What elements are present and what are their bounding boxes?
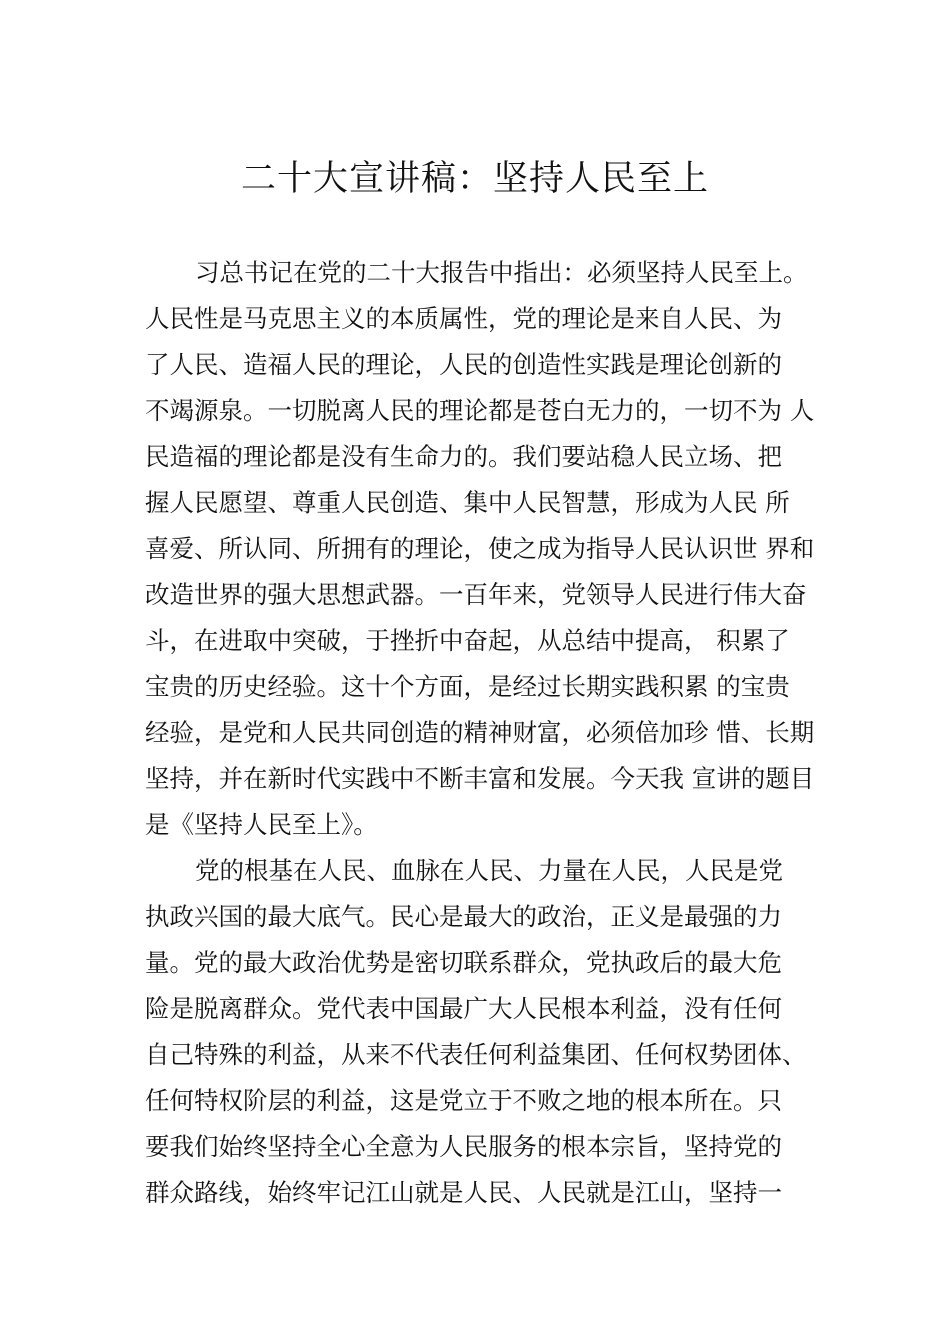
paragraph-2-line-5: 自己特殊的利益，从来不代表任何利益集团、任何权势团体、 [145, 1040, 807, 1069]
paragraph-1-line-11: 经验，是党和人民共同创造的精神财富，必须倍加珍 惜、长期 [145, 718, 815, 747]
paragraph-1-line-8: 改造世界的强大思想武器。一百年来，党领导人民进行伟大奋 [145, 580, 807, 609]
paragraph-2-line-6: 任何特权阶层的利益，这是党立于不败之地的根本所在。只 [145, 1086, 782, 1115]
paragraph-1-line-5: 民造福的理论都是没有生命力的。我们要站稳人民立场、把 [145, 442, 782, 471]
paragraph-2-line-2: 执政兴国的最大底气。民心是最大的政治，正义是最强的力 [145, 902, 782, 931]
paragraph-1-line-10: 宝贵的历史经验。这十个方面，是经过长期实践积累 的宝贵 [145, 672, 790, 701]
paragraph-1-line-2: 人民性是马克思主义的本质属性，党的理论是来自人民、为 [145, 304, 782, 333]
paragraph-2-line-1: 党的根基在人民、血脉在人民、力量在人民，人民是党 [195, 856, 783, 885]
paragraph-1-line-1: 习总书记在党的二十大报告中指出：必须坚持人民至上。 [195, 258, 808, 287]
paragraph-2-line-7: 要我们始终坚持全心全意为人民服务的根本宗旨，坚持党的 [145, 1132, 782, 1161]
paragraph-2-line-8: 群众路线，始终牢记江山就是人民、人民就是江山，坚持一 [145, 1178, 782, 1207]
paragraph-1-line-4: 不竭源泉。一切脱离人民的理论都是苍白无力的，一切不为 人 [145, 396, 815, 425]
document-body [145, 250, 845, 1216]
paragraph-1-line-7: 喜爱、所认同、所拥有的理论，使之成为指导人民认识世 界和 [145, 534, 815, 563]
paragraph-2-line-3: 量。党的最大政治优势是密切联系群众，党执政后的最大危 [145, 948, 782, 977]
paragraph-1-line-13: 是《坚持人民至上》。 [145, 810, 378, 839]
document-title: 二十大宣讲稿：坚持人民至上 [240, 159, 709, 199]
paragraph-2-line-4: 险是脱离群众。党代表中国最广大人民根本利益，没有任何 [145, 994, 782, 1023]
paragraph-1-line-6: 握人民愿望、尊重人民创造、集中人民智慧，形成为人民 所 [145, 488, 790, 517]
paragraph-1-line-9: 斗，在进取中突破，于挫折中奋起，从总结中提高， 积累了 [145, 626, 790, 655]
paragraph-1-line-3: 了人民、造福人民的理论，人民的创造性实践是理论创新的 [145, 350, 782, 379]
paragraph-1-line-12: 坚持，并在新时代实践中不断丰富和发展。今天我 宣讲的题目 [145, 764, 815, 793]
